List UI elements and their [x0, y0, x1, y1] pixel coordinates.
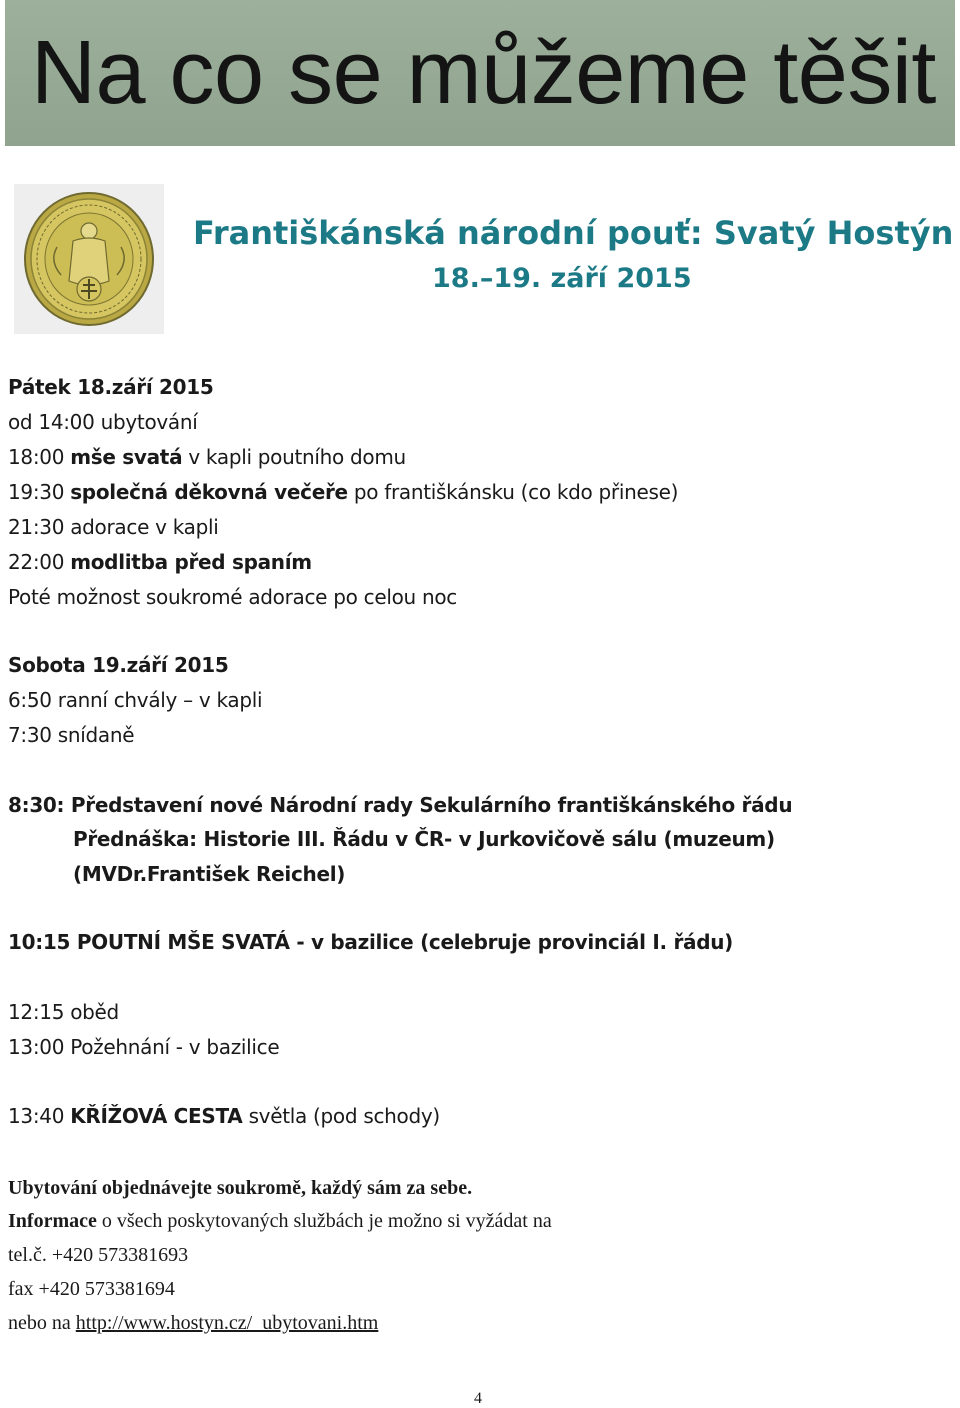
hostyn-link[interactable]: http://www.hostyn.cz/_ubytovani.htm	[75, 1312, 379, 1334]
item-time: 13:00	[8, 1035, 65, 1059]
item-text: adorace v kapli	[70, 515, 219, 539]
item-text: oběd	[70, 1000, 119, 1024]
info-line	[8, 1210, 552, 1233]
item-time: 6:50	[8, 688, 52, 712]
schedule-item	[8, 410, 198, 434]
friday-note: Poté možnost soukromé adorace po celou noc	[8, 585, 457, 609]
item-time: 21:30	[8, 515, 65, 539]
item-text: po františkánsku (co kdo přinese)	[353, 480, 679, 504]
schedule-item	[8, 550, 312, 574]
friday-heading: Pátek 18.září 2015	[8, 375, 214, 399]
item-text: ubytování	[100, 410, 198, 434]
item-time: 19:30	[8, 480, 65, 504]
item-text: Požehnání - v bazilice	[70, 1035, 280, 1059]
event-date: 18.–19. září 2015	[432, 263, 692, 294]
header-banner	[5, 0, 955, 146]
item-time: 12:15	[8, 1000, 65, 1024]
item-text: světla (pod schody)	[248, 1104, 440, 1128]
item-time: 18:00	[8, 445, 65, 469]
lecture-line: Přednáška: Historie III. Řádu v ČR- v Jurkovičově sálu (muzeum)	[73, 827, 775, 851]
item-text: ranní chvály – v kapli	[57, 688, 263, 712]
item-bold: modlitba před spaním	[70, 550, 312, 574]
item-bold: KŘÍŽOVÁ CESTA	[70, 1104, 243, 1128]
schedule-item	[8, 1104, 440, 1128]
schedule-item	[8, 1000, 119, 1024]
schedule-item	[8, 445, 406, 469]
seal-icon	[21, 189, 157, 329]
booking-note: Ubytování objednávejte soukromě, každý sám za sebe.	[8, 1177, 473, 1199]
lecturer-line: (MVDr.František Reichel)	[73, 862, 346, 886]
event-title: Františkánská národní pouť: Svatý Hostýn	[193, 214, 954, 252]
url-line	[8, 1312, 378, 1335]
url-prefix: nebo na	[8, 1312, 71, 1334]
item-time: 7:30	[8, 723, 52, 747]
schedule-item	[8, 480, 678, 504]
saturday-heading: Sobota 19.září 2015	[8, 653, 229, 677]
info-text: o všech poskytovaných službách je možno si vyžádat na	[101, 1210, 552, 1232]
item-time: od 14:00	[8, 410, 95, 434]
item-bold: mše svatá	[70, 445, 183, 469]
info-label: Informace	[8, 1210, 97, 1232]
logo-panel	[14, 184, 164, 334]
phone-line: tel.č. +420 573381693	[8, 1244, 189, 1266]
mass-line: 10:15 POUTNÍ MŠE SVATÁ - v bazilice (celebruje provinciál I. řádu)	[8, 930, 734, 954]
item-bold: společná děkovná večeře	[70, 480, 348, 504]
item-text: snídaně	[57, 723, 135, 747]
item-text: v kapli poutního domu	[188, 445, 406, 469]
schedule-item	[8, 723, 134, 747]
item-time: 22:00	[8, 550, 65, 574]
page-title: Na co se můžeme těšit	[31, 23, 936, 123]
item-time: 13:40	[8, 1104, 65, 1128]
page-number: 4	[474, 1390, 482, 1407]
fax-line: fax +420 573381694	[8, 1278, 175, 1300]
schedule-item	[8, 515, 219, 539]
schedule-item	[8, 688, 262, 712]
schedule-item	[8, 1035, 279, 1059]
council-line: 8:30: Představení nové Národní rady Sekulárního františkánského řádu	[8, 793, 793, 817]
